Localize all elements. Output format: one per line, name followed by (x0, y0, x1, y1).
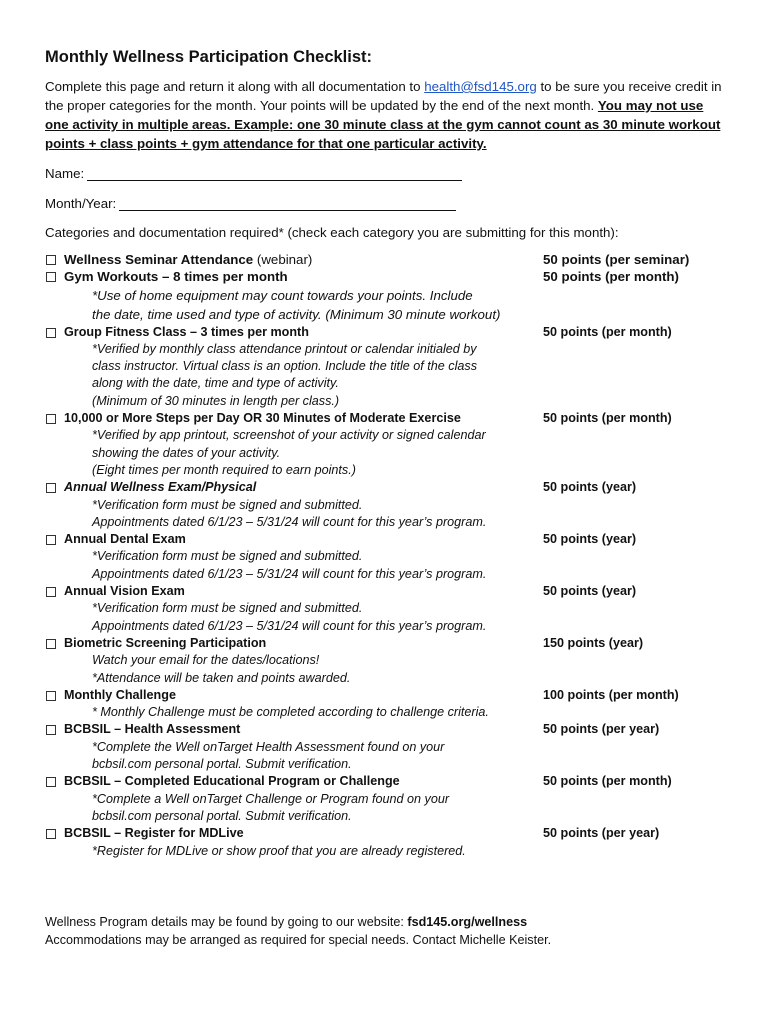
footer-text: Wellness Program details may be found by going to our website: (45, 915, 408, 929)
category-list (45, 251, 725, 860)
checkbox[interactable] (46, 414, 56, 424)
item-note: Appointments dated 6/1/23 – 5/31/24 will count for this year’s program. (92, 566, 487, 581)
item-note: Watch your email for the dates/locations! (92, 653, 320, 668)
item-points: 50 points (year) (543, 584, 637, 599)
item-note: *Use of home equipment may count towards your points. Include (92, 287, 473, 303)
name-field-row (45, 166, 725, 181)
item-note: along with the date, time and type of activity. (92, 376, 339, 391)
item-points: 100 points (per month) (543, 687, 679, 702)
item-note: *Verification form must be signed and submitted. (92, 549, 363, 564)
intro-paragraph (45, 77, 725, 153)
item-note: *Complete the Well onTarget Health Assessment found on your (92, 739, 445, 754)
list-item (45, 251, 725, 268)
item-note: showing the dates of your activity. (92, 445, 281, 460)
month-field-row (45, 196, 725, 211)
list-item (45, 479, 725, 531)
checkbox[interactable] (46, 272, 56, 282)
month-year-field[interactable] (119, 196, 456, 211)
checkbox[interactable] (46, 483, 56, 493)
item-note: *Verified by monthly class attendance printout or calendar initialed by (92, 341, 477, 356)
item-note: *Verification form must be signed and submitted. (92, 497, 363, 512)
checkbox[interactable] (46, 535, 56, 545)
checklist-page (45, 48, 725, 860)
item-title: Monthly Challenge (64, 687, 176, 702)
footer (45, 913, 551, 949)
item-note: *Verification form must be signed and submitted. (92, 601, 363, 616)
item-points: 50 points (per month) (543, 774, 672, 789)
intro-text-middle: to be sure you receive credit in the proper categories for the month. Your points will be updated by the end of the next month. (45, 79, 722, 113)
item-points: 50 points (per month) (543, 411, 672, 426)
name-label: Name: (45, 166, 85, 181)
list-item (45, 773, 725, 825)
item-note: *Verified by app printout, screenshot of your activity or signed calendar (92, 428, 486, 443)
checkbox[interactable] (46, 587, 56, 597)
item-note: *Attendance will be taken and points awarded. (92, 670, 351, 685)
list-item (45, 825, 725, 860)
item-points: 50 points (per month) (543, 269, 679, 285)
list-item (45, 531, 725, 583)
name-field[interactable] (87, 166, 462, 181)
item-title: Annual Dental Exam (64, 532, 186, 547)
page-title: Monthly Wellness Participation Checklist: (45, 48, 373, 66)
list-item (45, 583, 725, 635)
list-item (45, 324, 725, 410)
checkbox[interactable] (46, 328, 56, 338)
footer-accommodations: Accommodations may be arranged as required for special needs. Contact Michelle Keister. (45, 933, 552, 947)
list-item (45, 268, 725, 323)
item-note: *Register for MDLive or show proof that you are already registered. (92, 843, 466, 858)
item-points: 50 points (year) (543, 480, 637, 495)
email-link[interactable]: health@fsd145.org (424, 79, 537, 94)
checkbox[interactable] (46, 777, 56, 787)
item-title: Group Fitness Class – 3 times per month (64, 324, 309, 339)
item-note: * Monthly Challenge must be completed according to challenge criteria. (92, 705, 489, 720)
item-note: bcbsil.com personal portal. Submit verification. (92, 808, 352, 823)
item-points: 50 points (year) (543, 532, 637, 547)
checkbox[interactable] (46, 691, 56, 701)
month-year-label: Month/Year: (45, 196, 117, 211)
item-title: BCBSIL – Completed Educational Program or Challenge (64, 774, 400, 789)
checkbox[interactable] (46, 255, 56, 265)
item-title: Annual Vision Exam (64, 584, 185, 599)
instructions: Categories and documentation required* (check each category you are submitting for this month): (45, 225, 619, 240)
item-note: *Complete a Well onTarget Challenge or Program found on your (92, 791, 450, 806)
item-title: Wellness Seminar Attendance (64, 252, 254, 267)
item-points: 50 points (per seminar) (543, 252, 690, 267)
item-title: BCBSIL – Health Assessment (64, 722, 241, 737)
item-title: BCBSIL – Register for MDLive (64, 826, 244, 841)
list-item (45, 410, 725, 479)
item-note: Appointments dated 6/1/23 – 5/31/24 will count for this year’s program. (92, 514, 487, 529)
list-item (45, 687, 725, 722)
list-item (45, 635, 725, 687)
checkbox[interactable] (46, 725, 56, 735)
item-points: 50 points (per year) (543, 826, 660, 841)
checkbox[interactable] (46, 639, 56, 649)
item-note: Appointments dated 6/1/23 – 5/31/24 will count for this year’s program. (92, 618, 487, 633)
item-note: (Eight times per month required to earn points.) (92, 462, 356, 477)
checkbox[interactable] (46, 829, 56, 839)
item-note: class instructor. Virtual class is an option. Include the title of the class (92, 359, 477, 374)
item-title: Biometric Screening Participation (64, 635, 267, 650)
item-title: Annual Wellness Exam/Physical (64, 480, 257, 495)
item-points: 50 points (per month) (543, 324, 672, 339)
item-title: 10,000 or More Steps per Day OR 30 Minutes of Moderate Exercise (64, 411, 461, 426)
item-points: 150 points (year) (543, 635, 644, 650)
intro-text-start: Complete this page and return it along with all documentation to (45, 79, 425, 94)
item-note: (Minimum of 30 minutes in length per class.) (92, 393, 340, 408)
footer-website-line (45, 913, 551, 931)
intro-rule: You may not use one activity in multiple areas. Example: one 30 minute class at the gym cannot count as 30 minute workout points + class points + gym attendance for that one particular activity. (45, 98, 721, 151)
item-note: bcbsil.com personal portal. Submit verification. (92, 757, 352, 772)
website-link[interactable]: fsd145.org/wellness (407, 915, 528, 929)
item-points: 50 points (per year) (543, 722, 660, 737)
list-item (45, 721, 725, 773)
item-title: Gym Workouts – 8 times per month (64, 269, 288, 285)
item-note: the date, time used and type of activity. (Minimum 30 minute workout) (92, 306, 501, 322)
item-suffix: (webinar) (256, 252, 313, 267)
